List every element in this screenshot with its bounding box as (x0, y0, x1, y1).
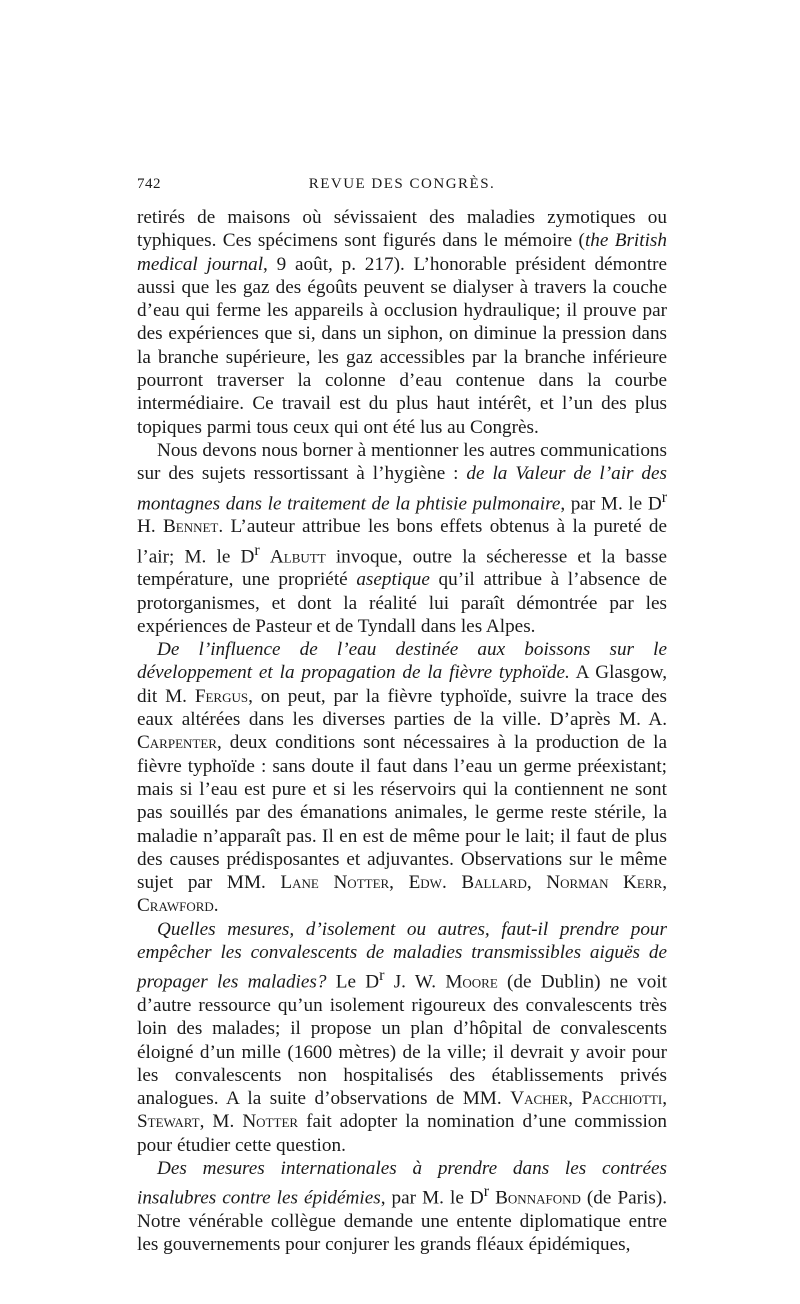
text-run: retirés de maisons où sévissaient des maladies zymotiques ou typhiques. Ces spécimens sont figurés dans le mémoire ( (137, 207, 667, 252)
paragraph-gaz-egouts (137, 206, 667, 439)
author-name: Moore (445, 971, 498, 993)
author-name: Albutt (269, 545, 326, 567)
text-run: Le D (326, 971, 380, 993)
italic-run: aseptique (356, 569, 430, 591)
body-text (137, 206, 667, 1257)
text-run: , 9 août, p. 217). L’honorable président démontre aussi que les gaz des égoûts peuvent se dialyser à travers la couche d’eau qui ferme les appareils à occlusion hydraulique; il prouve par des expériences que si, dans un siphon, on diminue la pression dans la branche supérieure, les gaz accessibles par la branche inférieure pourront traverser la colonne d’eau contenue dans la courbe intermédiaire. Ce travail est du plus haut intérêt, et l’un des plus topiques parmi tous ceux qui ont été lus au Congrès. (137, 253, 667, 438)
superscript: r (379, 967, 385, 985)
italic-run: Des mesures internationales à prendre dans les contrées insalubres contre les épidémies (137, 1158, 667, 1209)
author-name: Bonnafond (495, 1187, 581, 1209)
text-run: (de Dublin) ne voit d’autre ressource qu’un isolement rigoureux des convalescents très loin des malades; il propose un plan d’hôpital de convalescents éloigné d’un mille (1600 mètres) de la ville; il devrait y avoir pour les convalescents non hospitalisés des établissements privés analogues. A la suite d’observations de MM. (137, 971, 668, 1110)
text-run: qu’il attribue à l’absence de protorganismes, et dont la réalité lui paraît démontrée par les expériences de Pasteur et de Tyndall dans les Alpes. (137, 569, 667, 637)
text-run: fait adopter la nomination d’une commission pour étudier cette question. (137, 1111, 667, 1156)
superscript: r (254, 541, 260, 559)
author-name: Carpenter (137, 732, 217, 754)
paragraph-eau-fievre-typhoide (137, 638, 667, 918)
paragraph-isolement-convalescents (137, 918, 667, 1157)
italic-run: Quelles mesures, d’isolement ou autres, faut-il prendre pour empêcher les convalescents de maladies transmissibles aiguës de propager les maladies? (137, 918, 667, 993)
superscript: r (661, 488, 668, 506)
text-run: invoque, outre la sécheresse et la basse température, une propriété (137, 545, 668, 591)
text-run: Nous devons nous borner à mentionner les autres communications sur des sujets ressortissant à l’hygiène : (137, 439, 667, 485)
text-run: A Glasgow, dit M. (137, 662, 667, 707)
paragraph-air-montagnes (137, 439, 667, 638)
text-run: , par M. le D (560, 492, 662, 514)
author-name: Fergus (194, 685, 249, 707)
author-name: Lane Notter, Edw. Ballard, Norman Kerr, Crawford (137, 872, 667, 917)
paragraph-mesures-internationales (137, 1157, 667, 1257)
running-head (137, 176, 667, 202)
superscript: r (483, 1183, 490, 1201)
author-name: Bennet (162, 516, 219, 538)
author-name: Notter (242, 1111, 299, 1133)
text-run: H. (137, 516, 163, 538)
italic-run: the British medical journal (137, 230, 667, 275)
text-run: (de Paris). Notre vénérable collègue demande une entente diplomatique entre les gouvernements pour conjurer les grands fléaux épidémiques, (137, 1187, 668, 1256)
text-run (260, 546, 270, 567)
italic-run: de la Valeur de l’air des montagnes dans le traitement de la phtisie pulmonaire (137, 463, 667, 514)
text-run: . L’auteur attribue les bons effets obtenus à la pureté de l’air; M. le D (137, 516, 668, 567)
text-run: , par M. le D (380, 1187, 484, 1209)
text-run: . (213, 895, 219, 917)
page-number: 742 (137, 176, 161, 192)
author-name: Vacher, Pacchiotti, Stewart (137, 1088, 667, 1133)
text-run: , deux conditions sont nécessaires à la production de la fièvre typhoïde : sans doute il faut dans l’eau un germe préexistant; mais si l’eau est pure et si les réservoirs qui la contiennent ne sont pas souillés par des émanations animales, le germe reste stérile, la maladie n’apparaît pas. Il en est de même pour le lait; il faut de plus des causes prédisposantes et adjuvantes. Observations sur le même sujet par MM. (137, 732, 667, 894)
italic-run: De l’influence de l’eau destinée aux boissons sur le développement et la propagation de la fièvre typhoïde. (137, 639, 667, 684)
book-page (137, 176, 667, 1257)
running-title: REVUE DES CONGRÈS. (308, 176, 496, 192)
text-run: , M. (199, 1111, 243, 1133)
text-run: , on peut, par la fièvre typhoïde, suivre la trace des eaux altérées dans les diverses parties de la ville. D’après M. A. (137, 685, 667, 731)
text-run: J. W. (384, 971, 446, 993)
